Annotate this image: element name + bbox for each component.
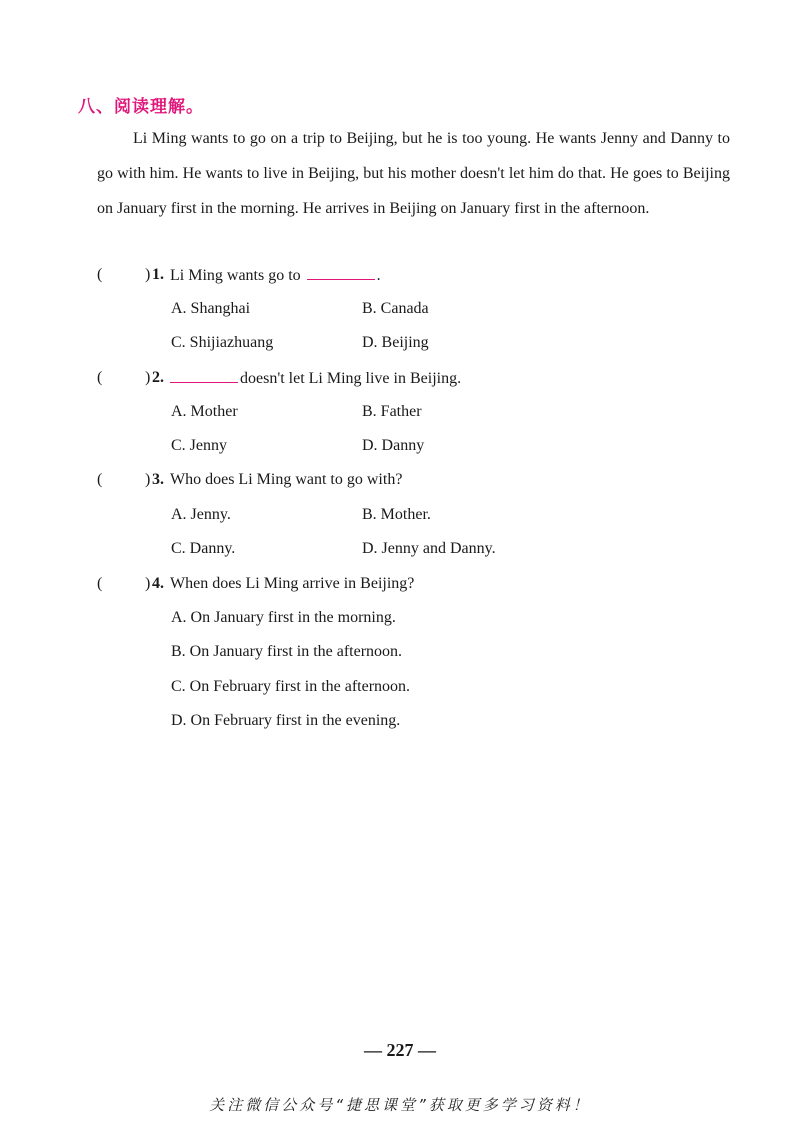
question-number: 1. (152, 266, 164, 283)
option-b: B. Canada (362, 300, 429, 317)
option-b: B. Father (362, 403, 422, 420)
option-b: B. On January first in the afternoon. (171, 643, 403, 660)
reading-passage (97, 121, 730, 226)
option-b: B. Mother. (362, 506, 431, 523)
option-a: A. On January first in the morning. (171, 609, 396, 626)
answer-paren-open: ( (97, 575, 103, 592)
footer-promo-note: 关注微信公众号“捷思课堂”获取更多学习资料！ (209, 1096, 591, 1114)
answer-paren-open: ( (97, 471, 103, 488)
option-c: C. Shijiazhuang (171, 334, 274, 351)
question-text: Who does Li Ming want to go with? (170, 471, 403, 488)
option-a: A. Mother (171, 403, 238, 420)
option-a: A. Jenny. (171, 506, 231, 523)
question-number: 2. (152, 369, 164, 386)
answer-paren-open: ( (97, 266, 103, 283)
answer-blank[interactable] (170, 366, 238, 383)
answer-paren-open: ( (97, 369, 103, 386)
option-a: A. Shanghai (171, 300, 251, 317)
answer-paren-close: ) (145, 575, 151, 592)
answer-paren-close: ) (145, 471, 151, 488)
question-text: When does Li Ming arrive in Beijing? (170, 575, 415, 592)
question-text: doesn't let Li Ming live in Beijing. (170, 366, 461, 391)
passage-text: Li Ming wants to go on a trip to Beijing, but he is too young. He wants Jenny and Danny to go with him. He wants to live in Beijing, but his mother doesn't let him do that. He goes to Beijing on January first in the morning. He arrives in Beijing on January first in the afternoon. (97, 130, 730, 217)
option-c: C. Danny. (171, 540, 236, 557)
page-number: — 227 — (364, 1040, 436, 1060)
answer-paren-close: ) (145, 369, 151, 386)
option-d: D. On February first in the evening. (171, 712, 401, 729)
answer-blank[interactable] (307, 263, 375, 280)
section-title: 八、阅读理解。 (78, 97, 204, 117)
question-number: 3. (152, 471, 164, 488)
answer-paren-close: ) (145, 266, 151, 283)
option-c: C. On February first in the afternoon. (171, 678, 411, 695)
question-text: Li Ming wants go to . (170, 263, 381, 288)
option-d: D. Beijing (362, 334, 429, 351)
option-d: D. Jenny and Danny. (362, 540, 496, 557)
option-c: C. Jenny (171, 437, 227, 454)
option-d: D. Danny (362, 437, 425, 454)
question-number: 4. (152, 575, 164, 592)
